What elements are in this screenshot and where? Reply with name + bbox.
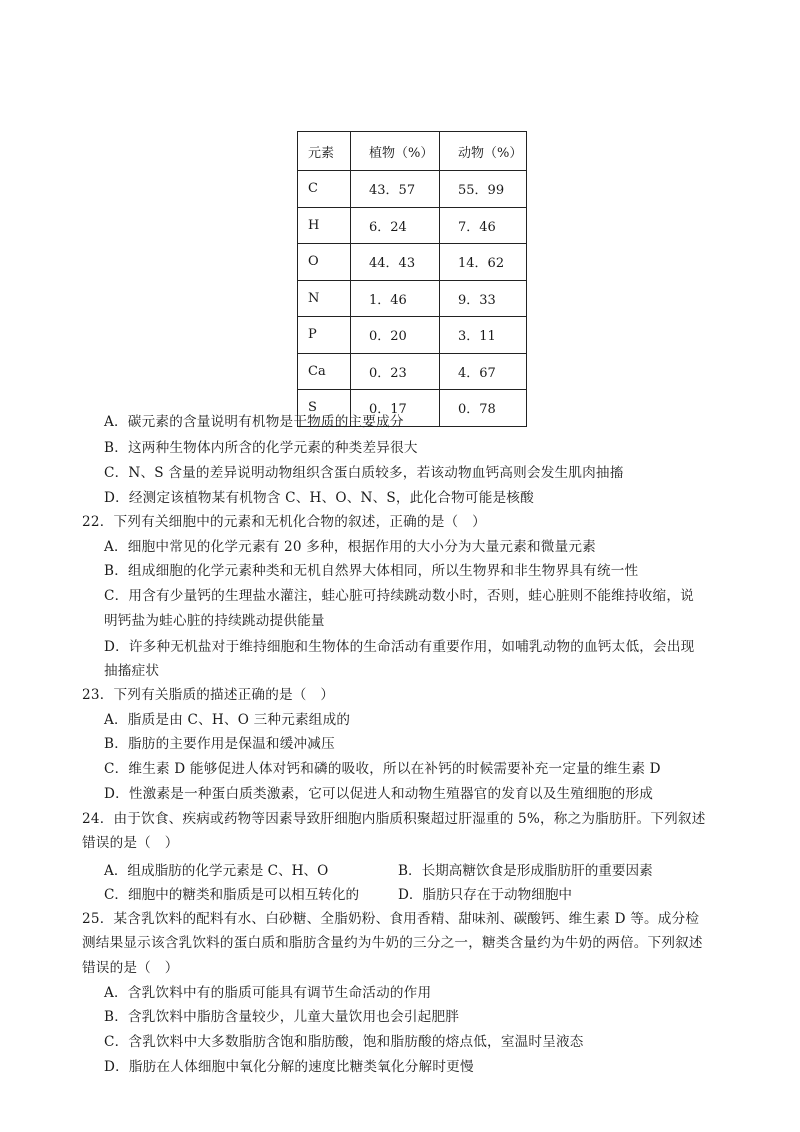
q22-option-c: C．用含有少量钙的生理盐水灌注，蛙心脏可持续跳动数小时，否则，蛙心脏则不能维持收缩，说 bbox=[104, 588, 694, 604]
table-cell: 55．99 bbox=[440, 171, 527, 208]
table-header-cell: 植物（%） bbox=[351, 132, 440, 171]
q22-stem: 22．下列有关细胞中的元素和无机化合物的叙述，正确的是（ ） bbox=[82, 514, 486, 530]
table-header-cell: 元素 bbox=[298, 132, 351, 171]
q22-option-d-cont: 抽搐症状 bbox=[104, 663, 160, 679]
table-cell: 3．11 bbox=[440, 317, 527, 354]
table-cell: 6．24 bbox=[351, 207, 440, 244]
table-cell: 0．23 bbox=[351, 353, 440, 390]
table-cell: P bbox=[298, 317, 351, 354]
table-cell: H bbox=[298, 207, 351, 244]
q25-option-b: B．含乳饮料中脂肪含量较少，儿童大量饮用也会引起肥胖 bbox=[104, 1009, 460, 1025]
table-row bbox=[298, 280, 527, 317]
q25-option-a: A．含乳饮料中有的脂质可能具有调节生命活动的作用 bbox=[104, 985, 432, 1001]
table-row bbox=[298, 353, 527, 390]
table-cell: 0．17 bbox=[351, 390, 440, 427]
table-header-cell: 动物（%） bbox=[440, 132, 527, 171]
q24-option-b: B．长期高糖饮食是形成脂肪肝的重要因素 bbox=[398, 863, 653, 879]
table-cell: C bbox=[298, 171, 351, 208]
q22-option-c-cont: 明钙盐为蛙心脏的持续跳动提供能量 bbox=[104, 613, 325, 629]
element-content-table bbox=[297, 131, 527, 427]
q25-option-c: C．含乳饮料中大多数脂肪含饱和脂肪酸，饱和脂肪酸的熔点低，室温时呈液态 bbox=[104, 1034, 584, 1050]
table-cell: 14．62 bbox=[440, 244, 527, 281]
table-cell: O bbox=[298, 244, 351, 281]
table-cell: N bbox=[298, 280, 351, 317]
table-row bbox=[298, 317, 527, 354]
q23-option-d: D．性激素是一种蛋白质类激素，它可以促进人和动物生殖器官的发育以及生殖细胞的形成 bbox=[104, 786, 654, 802]
table-cell: S bbox=[298, 390, 351, 427]
table-row bbox=[298, 207, 527, 244]
q24-option-a: A．组成脂肪的化学元素是 C、H、O bbox=[104, 863, 329, 879]
q24-option-c: C．细胞中的糖类和脂质是可以相互转化的 bbox=[104, 887, 360, 903]
q25-stem-cont2: 错误的是（ ） bbox=[82, 960, 179, 976]
q24-stem-cont: 错误的是（ ） bbox=[82, 835, 179, 851]
table-row bbox=[298, 171, 527, 208]
table-cell: 0．78 bbox=[440, 390, 527, 427]
table-cell: 43．57 bbox=[351, 171, 440, 208]
table-cell: 4．67 bbox=[440, 353, 527, 390]
table-cell: 7．46 bbox=[440, 207, 527, 244]
q22-option-b: B．组成细胞的化学元素种类和无机自然界大体相同，所以生物界和非生物界具有统一性 bbox=[104, 563, 639, 579]
q21-option-d: D．经测定该植物某有机物含 C、H、O、N、S，此化合物可能是核酸 bbox=[104, 490, 534, 506]
q21-option-c: C．N、S 含量的差异说明动物组织含蛋白质较多，若该动物血钙高则会发生肌肉抽搐 bbox=[104, 465, 624, 481]
q23-option-a: A．脂质是由 C、H、O 三种元素组成的 bbox=[104, 712, 351, 728]
q21-option-a: A．碳元素的含量说明有机物是干物质的主要成分 bbox=[104, 414, 404, 430]
table-cell: 0．20 bbox=[351, 317, 440, 354]
q25-stem-cont: 测结果显示该含乳饮料的蛋白质和脂肪含量约为牛奶的三分之一，糖类含量约为牛奶的两倍。下列叙述 bbox=[82, 935, 703, 951]
table-cell: 44．43 bbox=[351, 244, 440, 281]
q22-option-d: D．许多种无机盐对于维持细胞和生物体的生命活动有重要作用，如哺乳动物的血钙太低，会出现 bbox=[104, 639, 695, 655]
q24-option-d: D．脂肪只存在于动物细胞中 bbox=[398, 887, 573, 903]
q23-option-c: C．维生素 D 能够促进人体对钙和磷的吸收，所以在补钙的时候需要补充一定量的维生素 D bbox=[104, 761, 661, 777]
table-cell: 1．46 bbox=[351, 280, 440, 317]
q25-stem: 25．某含乳饮料的配料有水、白砂糖、全脂奶粉、食用香精、甜味剂、碳酸钙、维生素 D 等。成分检 bbox=[82, 911, 700, 927]
q21-option-b: B．这两种生物体内所含的化学元素的种类差异很大 bbox=[104, 440, 418, 456]
q25-option-d: D．脂肪在人体细胞中氧化分解的速度比糖类氧化分解时更慢 bbox=[104, 1059, 474, 1075]
table-cell: Ca bbox=[298, 353, 351, 390]
table-header-row bbox=[298, 132, 527, 171]
table-row bbox=[298, 244, 527, 281]
q23-option-b: B．脂肪的主要作用是保温和缓冲减压 bbox=[104, 736, 335, 752]
q22-option-a: A．细胞中常见的化学元素有 20 多种，根据作用的大小分为大量元素和微量元素 bbox=[104, 539, 596, 555]
q23-stem: 23．下列有关脂质的描述正确的是（ ） bbox=[82, 687, 335, 703]
q24-stem: 24．由于饮食、疾病或药物等因素导致肝细胞内脂质积聚超过肝湿重的 5%，称之为脂肪肝。下列叙述 bbox=[82, 811, 706, 827]
table-cell: 9．33 bbox=[440, 280, 527, 317]
